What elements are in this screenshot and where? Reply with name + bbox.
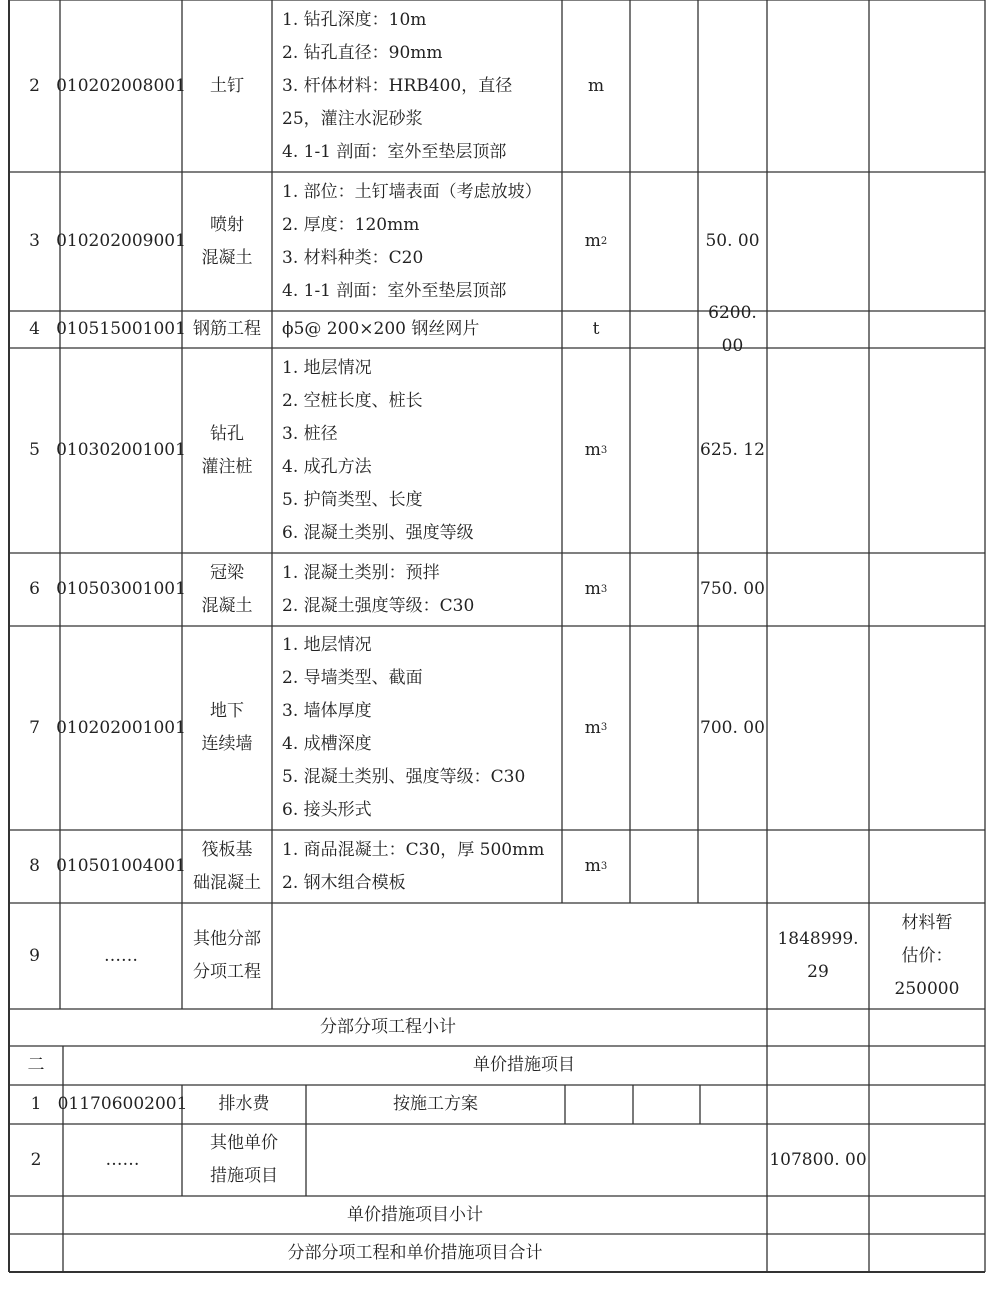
measure-name-text-line: 措施项目 [210,1166,278,1186]
row-code: …… [104,945,138,966]
row-remark [869,0,985,172]
row-features [272,172,562,311]
row-features [272,311,562,348]
row-amount [767,553,869,626]
row-quantity [630,903,698,1009]
row-unit: t [592,319,600,339]
item-name-line: 喷射 [210,214,244,235]
item-features [282,4,512,169]
row-quantity [630,553,698,626]
row-quantity [630,626,698,830]
row-name [182,0,272,172]
row-price: 6200. 00 [708,302,757,356]
measure-name [182,1124,306,1196]
measure-code: …… [105,1149,140,1170]
item-features [282,557,474,623]
row-unit: m [587,75,605,96]
row-remark [869,626,985,830]
row-quantity [630,0,698,172]
row-price: 50. 00 [705,231,760,251]
item-features [282,834,544,900]
measure-features-text-line: 按施工方案 [393,1094,478,1114]
row-features [272,830,562,903]
item-features-line: 1. 部位：土钉墙表面（考虑放坡） [282,181,542,202]
item-name-line: 混凝土 [201,247,253,268]
item-features-line: 3. 桩径 [282,423,338,444]
item-name-line: 混凝土 [201,595,253,616]
row-remark [869,348,985,553]
item-name-line: 其他分部 [193,929,261,949]
row-unit: m 3 [584,579,608,599]
row-amount [767,626,869,830]
measure-features-text [393,1088,478,1121]
item-features [282,176,542,308]
item-name-line: 连续墙 [201,734,253,754]
measure-features [306,1085,565,1124]
row-name [182,626,272,830]
row-code: 010202008001 [56,75,186,96]
row-name [182,553,272,626]
row-price: 700. 00 [700,717,765,738]
section-two-marker: 二 [27,1055,45,1075]
row-remark [869,903,985,1009]
item-features-line: 2. 导墙类型、截面 [282,668,423,688]
item-features-line: 6. 接头形式 [282,800,372,820]
item-name-line: 地下 [210,701,244,721]
subtotal-measures-label: 单价措施项目小计 [347,1204,483,1225]
item-features [282,313,479,346]
item-features-line: 1. 商品混凝土：C30，厚 500mm [282,839,545,860]
measure-amount [767,1085,869,1124]
item-name-line: 钻孔 [210,423,244,444]
row-remark [869,172,985,311]
row-remark [869,311,985,348]
item-name-line: 分项工程 [193,962,261,982]
item-features-line: 4. 成槽深度 [282,734,372,754]
item-features-line: 1. 混凝土类别：预拌 [282,562,440,583]
item-name [202,209,253,275]
item-features [282,629,525,827]
section-two-title: 单价措施项目 [473,1055,575,1075]
row-price [698,903,767,1009]
item-name [202,418,253,484]
row-name [182,172,272,311]
item-features-line: 1. 钻孔深度：10m [282,9,427,30]
row-seq: 5 [29,440,40,460]
row-remark [869,830,985,903]
measure-seq: 2 [30,1149,42,1170]
row-price: 750. 00 [700,579,765,599]
row-code: 010202001001 [56,717,186,738]
measure-name-text-line: 排水费 [218,1094,270,1114]
item-features-line: 4. 1-1 剖面：室外至垫层顶部 [282,141,507,162]
item-name [202,557,253,623]
row-price [698,830,767,903]
row-unit: m 3 [584,717,608,738]
item-remark-line: 250000 [894,978,960,999]
row-code: 010302001001 [56,440,186,460]
item-features-line: 2. 混凝土强度等级：C30 [282,595,475,616]
measure-code: 011706002001 [57,1094,188,1114]
measure-seq: 1 [30,1094,42,1114]
measure-name-text [210,1127,278,1193]
item-features-line: 1. 地层情况 [282,357,372,378]
item-remark [895,907,960,1006]
row-name [182,830,272,903]
row-seq: 7 [29,717,40,738]
item-features-line: 2. 厚度：120mm [282,214,420,235]
item-features-line: 5. 护筒类型、长度 [282,489,423,510]
row-name [182,903,272,1009]
measure-name-text-line: 其他单价 [210,1133,278,1153]
item-name-line: 钢筋工程 [193,319,261,339]
item-features-line: 3. 墙体厚度 [282,701,372,721]
row-remark [869,553,985,626]
item-name-line: 土钉 [210,75,244,96]
row-price [698,0,767,172]
item-remark-line: 估价： [901,945,953,966]
row-features [272,553,562,626]
subtotal-part-label: 分部分项工程小计 [320,1017,456,1037]
row-quantity [630,311,698,348]
item-features-line: 1. 地层情况 [282,635,372,655]
item-features-line: 25，灌注水泥砂浆 [282,108,423,129]
item-name [193,313,261,346]
item-name-line: 础混凝土 [193,872,261,893]
measure-amount: 107800. 00 [769,1149,867,1170]
item-features-line: 3. 材料种类：C20 [282,247,424,268]
row-amount [767,172,869,311]
row-code: 010515001001 [56,319,186,339]
item-features-line: 4. 1-1 剖面：室外至垫层顶部 [282,280,507,301]
row-name [182,311,272,348]
row-code: 010503001001 [56,579,186,599]
row-unit: m 3 [584,856,608,876]
item-features-line: 2. 空桩长度、桩长 [282,390,423,411]
row-quantity [630,172,698,311]
row-seq: 9 [29,945,40,966]
row-seq: 6 [29,579,40,599]
item-features-line: 2. 钻孔直径：90mm [282,42,443,63]
row-quantity [630,830,698,903]
row-amount [767,348,869,553]
item-features-line: 4. 成孔方法 [282,456,372,477]
row-features [272,0,562,172]
row-unit: m 3 [584,440,608,460]
item-name-line: 灌注桩 [201,456,253,477]
row-seq: 8 [29,856,40,876]
item-name-line: 冠梁 [210,562,244,583]
row-amount: 1848999. 29 [777,929,859,982]
row-seq: 4 [29,319,40,339]
item-remark-line: 材料暂 [901,912,953,933]
item-features-line: 3. 杆体材料：HRB400，直径 [282,75,513,96]
item-name [202,695,253,761]
row-price: 625. 12 [700,440,765,460]
row-features [272,626,562,830]
row-amount [767,830,869,903]
item-name [193,834,261,900]
item-name-line: 筏板基 [201,839,253,860]
item-features-line: 5. 混凝土类别、强度等级：C30 [282,767,526,787]
row-quantity [630,348,698,553]
item-name [210,70,244,103]
measure-name-text [219,1088,270,1121]
measure-name [182,1085,306,1124]
row-seq: 2 [29,75,40,96]
row-code: 010501004001 [56,856,186,876]
row-amount [767,311,869,348]
row-unit [562,903,630,1009]
grand-total-label: 分部分项工程和单价措施项目合计 [287,1242,543,1263]
row-features [272,348,562,553]
item-features-line: ϕ5@ 200×200 钢丝网片 [282,319,480,339]
item-features-line: 2. 钢木组合模板 [282,872,406,893]
row-seq: 3 [29,231,40,251]
row-name [182,348,272,553]
item-features-line: 6. 混凝土类别、强度等级 [282,522,474,543]
row-unit: m 2 [584,231,608,251]
row-amount [767,0,869,172]
item-features [282,352,474,550]
row-code: 010202009001 [56,231,186,251]
item-name [193,923,261,989]
